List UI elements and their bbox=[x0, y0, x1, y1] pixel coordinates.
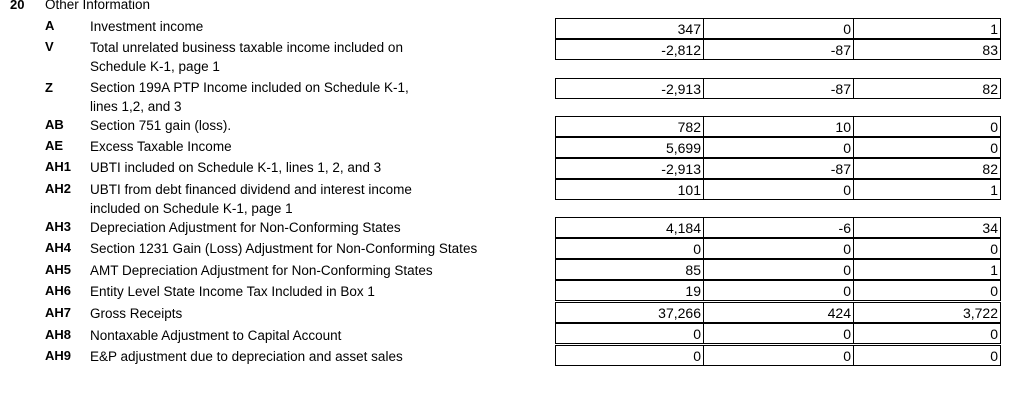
row-label-ab bbox=[90, 116, 530, 135]
value-cell: 37,266 bbox=[556, 303, 704, 322]
value-boxes-v bbox=[555, 39, 1001, 60]
row-label-line: Investment income bbox=[90, 19, 204, 34]
value-cell: -87 bbox=[704, 159, 854, 178]
row-code-ae: AE bbox=[45, 138, 64, 153]
value-cell: 83 bbox=[982, 42, 998, 58]
row-label-ah7 bbox=[90, 304, 530, 323]
row-label-ah8 bbox=[90, 326, 530, 345]
value-cell: 0 bbox=[704, 346, 854, 365]
row-label-ah5 bbox=[90, 261, 530, 280]
value-cell: -87 bbox=[704, 79, 854, 98]
row-label-line: Section 751 gain (loss). bbox=[90, 118, 232, 133]
value-cell: -2,812 bbox=[556, 40, 704, 59]
row-code-ah6: AH6 bbox=[45, 283, 72, 298]
value-cell: 0 bbox=[556, 346, 704, 365]
row-label-ah1 bbox=[90, 158, 530, 177]
row-code-v: V bbox=[45, 39, 54, 54]
row-code-ah5: AH5 bbox=[45, 262, 72, 277]
row-label-line: Gross Receipts bbox=[90, 306, 183, 321]
value-cell: 19 bbox=[556, 281, 704, 300]
row-label-line: UBTI from debt financed dividend and interest income bbox=[90, 182, 412, 197]
value-boxes-ah9 bbox=[555, 345, 1001, 366]
row-label-z bbox=[90, 78, 530, 116]
row-label-ah6 bbox=[90, 282, 530, 301]
value-cell: 3,722 bbox=[962, 305, 998, 321]
value-cell: 0 bbox=[704, 324, 854, 343]
value-cell: 0 bbox=[704, 239, 854, 258]
value-cell: 34 bbox=[982, 220, 998, 236]
value-cell: 0 bbox=[990, 348, 998, 364]
section-number: 20 bbox=[10, 0, 25, 12]
value-cell: 0 bbox=[704, 281, 854, 300]
value-boxes-ah4 bbox=[555, 238, 1001, 259]
row-label-ah9 bbox=[90, 347, 530, 366]
value-boxes-z bbox=[555, 78, 1001, 99]
row-label-line: AMT Depreciation Adjustment for Non-Conforming States bbox=[90, 263, 433, 278]
row-label-line: Entity Level State Income Tax Included in Box 1 bbox=[90, 284, 375, 299]
row-code-ab: AB bbox=[45, 117, 64, 132]
value-cell: 424 bbox=[704, 303, 854, 322]
value-cell: 0 bbox=[990, 283, 998, 299]
row-label-ah3 bbox=[90, 218, 530, 237]
row-label-line: Excess Taxable Income bbox=[90, 139, 232, 154]
value-cell: 4,184 bbox=[556, 218, 704, 237]
value-boxes-ah3 bbox=[555, 217, 1001, 238]
value-boxes-ah1 bbox=[555, 158, 1001, 179]
row-label-line: Total unrelated business taxable income included on bbox=[90, 40, 403, 55]
value-cell: 347 bbox=[556, 19, 704, 38]
row-code-z: Z bbox=[45, 80, 53, 95]
row-label-line: Section 1231 Gain (Loss) Adjustment for Non-Conforming States bbox=[90, 241, 478, 256]
row-label-line: lines 1,2, and 3 bbox=[90, 99, 182, 114]
row-label-line: Nontaxable Adjustment to Capital Account bbox=[90, 328, 342, 343]
value-cell: 0 bbox=[704, 19, 854, 38]
section-title: Other Information bbox=[45, 0, 151, 12]
value-cell: 0 bbox=[990, 140, 998, 156]
row-label-line: E&P adjustment due to depreciation and asset sales bbox=[90, 349, 403, 364]
value-cell: 1 bbox=[990, 262, 998, 278]
value-cell: 5,699 bbox=[556, 138, 704, 157]
value-cell: 782 bbox=[556, 117, 704, 136]
value-cell: 1 bbox=[990, 21, 998, 37]
row-code-ah8: AH8 bbox=[45, 327, 72, 342]
value-cell: 0 bbox=[704, 260, 854, 279]
value-cell: 82 bbox=[982, 161, 998, 177]
value-cell: -87 bbox=[704, 40, 854, 59]
value-cell: 101 bbox=[556, 180, 704, 199]
value-boxes-ab bbox=[555, 116, 1001, 137]
value-cell: 0 bbox=[556, 324, 704, 343]
value-cell: 82 bbox=[982, 81, 998, 97]
value-boxes-ah6 bbox=[555, 280, 1001, 301]
value-cell: 0 bbox=[704, 138, 854, 157]
value-cell: 0 bbox=[990, 241, 998, 257]
row-code-ah2: AH2 bbox=[45, 181, 72, 196]
row-label-ae bbox=[90, 137, 530, 156]
value-cell: 10 bbox=[704, 117, 854, 136]
value-cell: -6 bbox=[704, 218, 854, 237]
value-cell: 85 bbox=[556, 260, 704, 279]
row-code-ah1: AH1 bbox=[45, 159, 72, 174]
row-label-line: UBTI included on Schedule K-1, lines 1, 2, and 3 bbox=[90, 160, 382, 175]
value-boxes-ae bbox=[555, 137, 1001, 158]
row-label-v bbox=[90, 38, 530, 76]
row-code-ah7: AH7 bbox=[45, 305, 72, 320]
value-boxes-ah2 bbox=[555, 179, 1001, 200]
value-boxes-ah5 bbox=[555, 259, 1001, 280]
value-cell: 0 bbox=[704, 180, 854, 199]
row-label-line: included on Schedule K-1, page 1 bbox=[90, 201, 293, 216]
value-cell: -2,913 bbox=[556, 79, 704, 98]
value-cell: 1 bbox=[990, 182, 998, 198]
row-label-line: Depreciation Adjustment for Non-Conforming States bbox=[90, 220, 401, 235]
value-boxes-ah8 bbox=[555, 323, 1001, 344]
value-boxes-ah7 bbox=[555, 302, 1001, 323]
row-code-ah9: AH9 bbox=[45, 348, 72, 363]
row-code-a: A bbox=[45, 18, 55, 33]
row-label-ah4 bbox=[90, 239, 530, 258]
value-cell: 0 bbox=[990, 326, 998, 342]
row-code-ah4: AH4 bbox=[45, 240, 72, 255]
row-label-line: Schedule K-1, page 1 bbox=[90, 59, 220, 74]
row-label-ah2 bbox=[90, 180, 530, 218]
value-boxes-a bbox=[555, 18, 1001, 39]
row-label-line: Section 199A PTP Income included on Schedule K-1, bbox=[90, 80, 409, 95]
value-cell: -2,913 bbox=[556, 159, 704, 178]
value-cell: 0 bbox=[556, 239, 704, 258]
value-cell: 0 bbox=[990, 119, 998, 135]
row-code-ah3: AH3 bbox=[45, 219, 72, 234]
row-label-a bbox=[90, 17, 530, 36]
